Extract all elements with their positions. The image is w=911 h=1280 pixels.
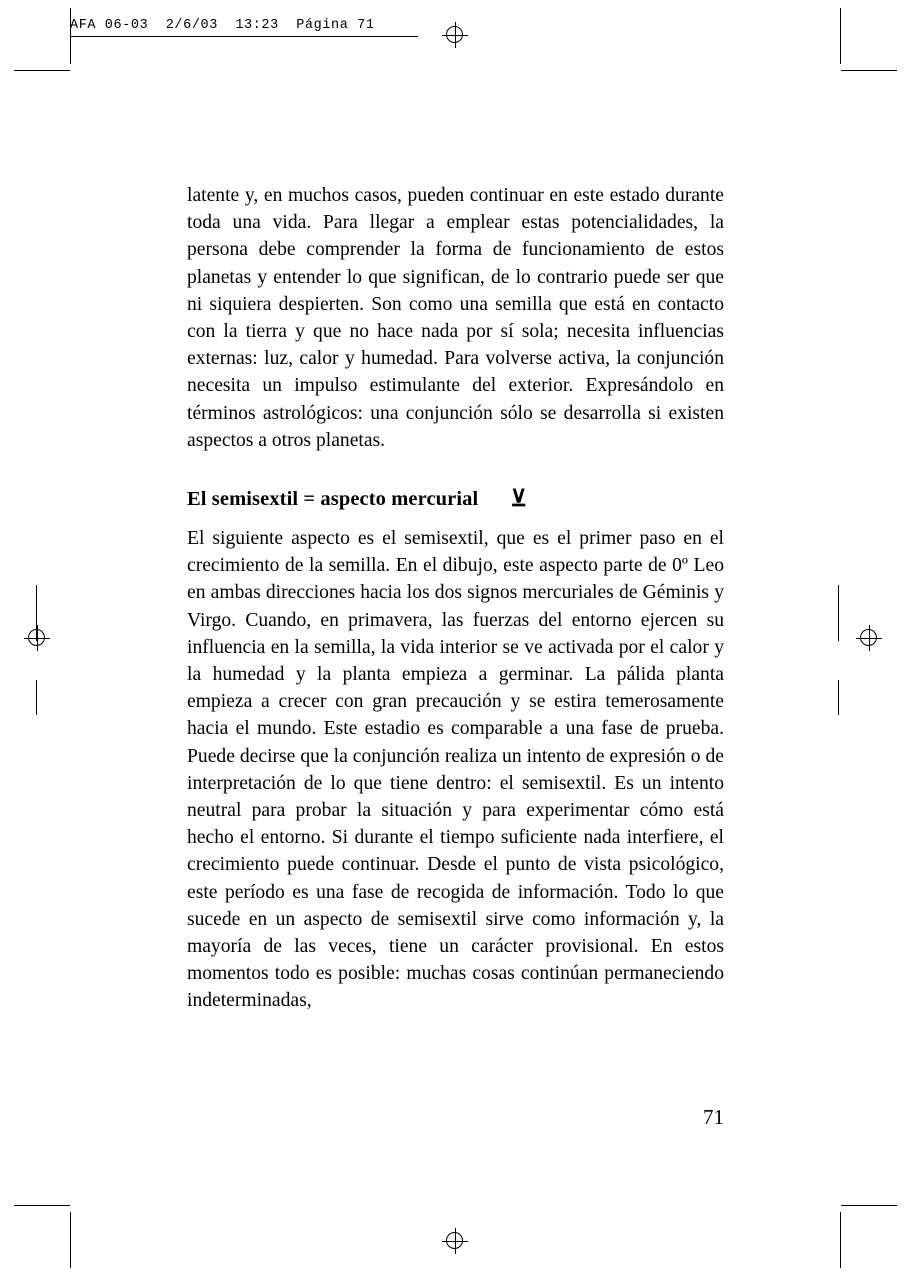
crop-mark-bottom-right-horizontal [841, 1205, 897, 1206]
registration-mark-bottom [442, 1228, 468, 1254]
crop-mark-right-middle-vertical [838, 585, 839, 641]
crop-mark-right-middle-vertical-lower [838, 680, 839, 715]
paragraph-semisextil: El siguiente aspecto es el semisextil, que es el primer paso en el crecimiento de la semilla. En el dibujo, este aspecto parte de 0º Leo en ambas direcciones hacia los dos signos mercuriales de Géminis y Virgo. Cuando, en primavera, las fuerzas del entorno ejercen su influencia en la semilla, la vida interior se ve activada por el calor y la humedad y la planta empieza a germinar. La pálida planta empieza a crecer con gran precaución y se estira temerosamente hacia el mundo. Este estadio es comparable a una fase de prueba. Puede decirse que la conjunción realiza un intento de expresión o de interpretación de lo que tiene dentro: el semisextil. Es un intento neutral para probar la situación y para experimentar cómo está hecho el entorno. Si durante el tiempo suficiente nada interfiere, el crecimiento puede continuar. Desde el punto de vista psicológico, este período es una fase de recogida de información. Todo lo que sucede en un aspecto de semisextil sirve como información y, la mayoría de las veces, tiene un carácter provisional. En estos momentos todo es posible: muchas cosas continúan permaneciendo indeterminadas, [187, 528, 724, 1012]
crop-mark-top-left-horizontal [14, 70, 70, 71]
paragraph-latente: latente y, en muchos casos, pueden continuar en este estado durante toda una vida. Para llegar a emplear estas potencialidades, la persona debe comprender la forma de funcionamiento de estos planetas y entender lo que significan, de lo contrario puede ser que ni siquiera despierten. Son como una semilla que está en contacto con la tierra y que no hace nada por sí sola; necesita influencias externas: luz, calor y humedad. Para volverse activa, la conjunción necesita un impulso estimulante del exterior. Expresándolo en términos astrológicos: una conjunción sólo se desarrolla si existen aspectos a otros planetas. [187, 185, 724, 451]
page-text-column [187, 182, 724, 1015]
crop-mark-left-middle-vertical-lower [36, 680, 37, 715]
section-heading [187, 488, 724, 511]
crop-mark-top-right-horizontal [841, 70, 897, 71]
semisextile-aspect-symbol-icon: ⊻ [510, 486, 528, 512]
print-slug-line: AFA 06-03 2/6/03 13:23 Página 71 [70, 18, 375, 33]
crop-mark-bottom-left-vertical [70, 1212, 71, 1268]
registration-mark-right [856, 625, 882, 651]
crop-mark-bottom-left-horizontal [14, 1205, 70, 1206]
section-heading-text: El semisextil = aspecto mercurial [187, 488, 479, 511]
crop-mark-top-right-vertical [840, 8, 841, 64]
page-number: 71 [703, 1105, 724, 1129]
slug-underline [70, 36, 418, 37]
crop-mark-bottom-right-vertical [840, 1212, 841, 1268]
registration-mark-top [442, 22, 468, 48]
registration-mark-left [24, 625, 50, 651]
